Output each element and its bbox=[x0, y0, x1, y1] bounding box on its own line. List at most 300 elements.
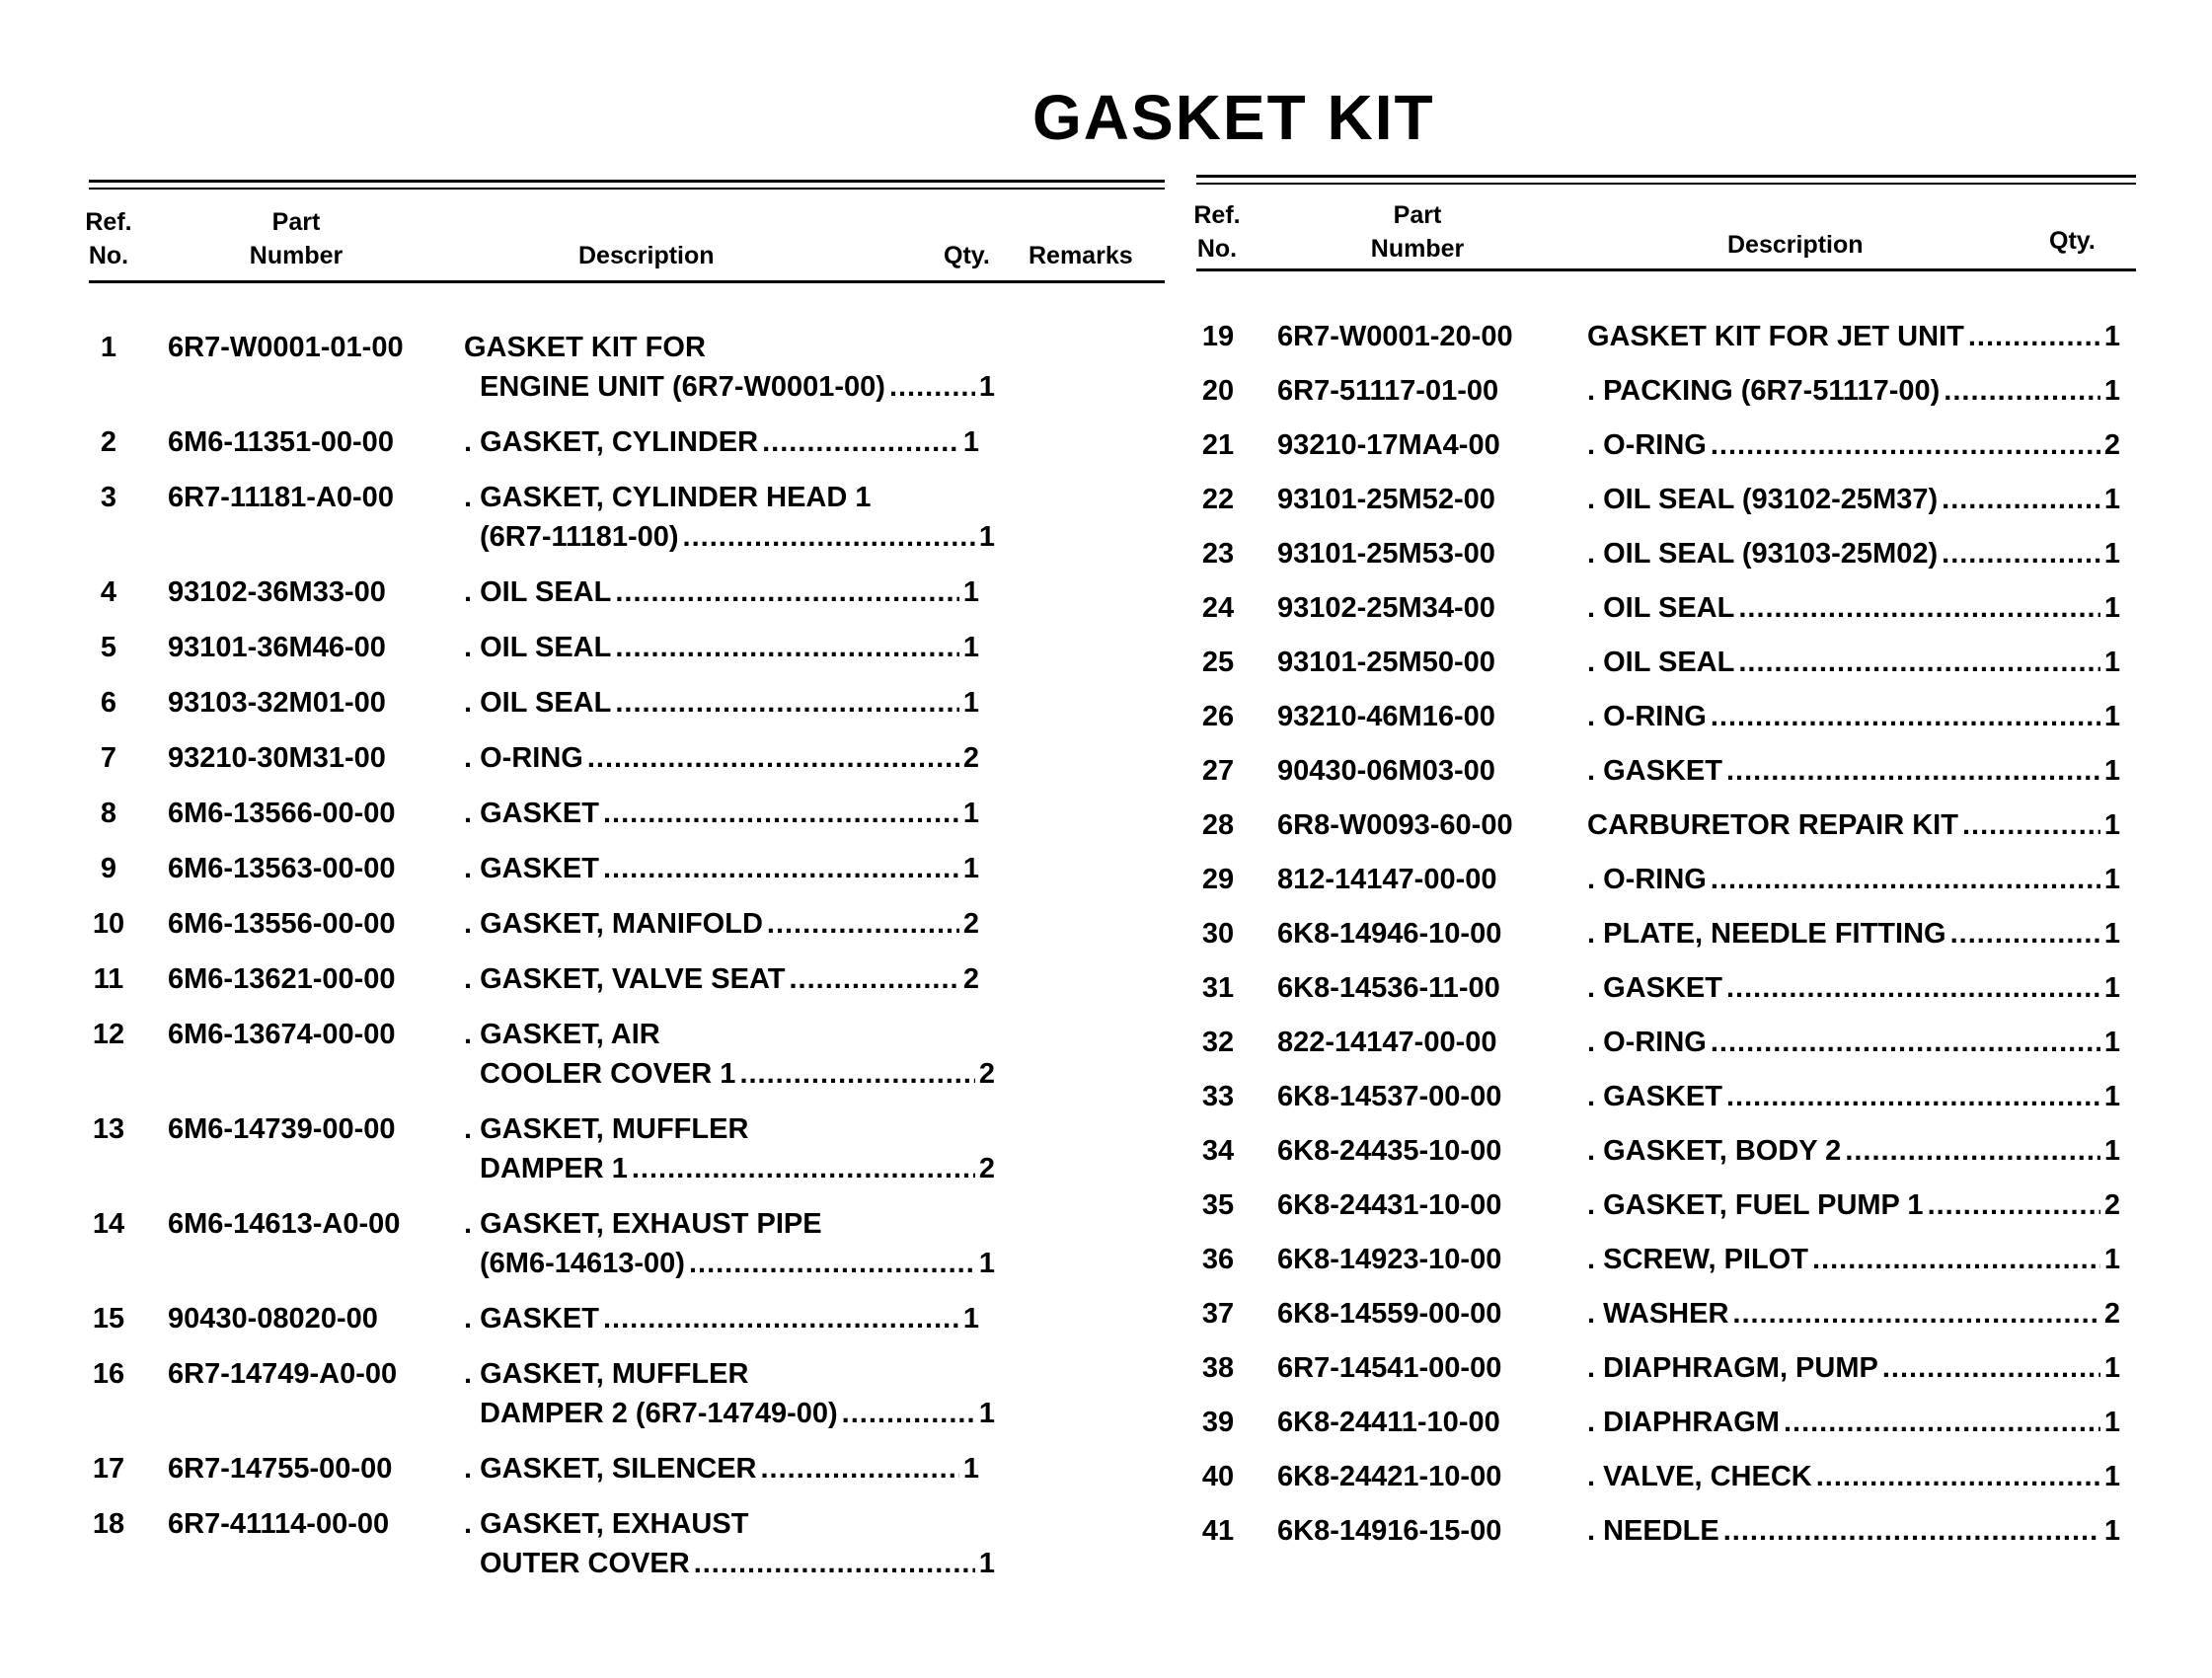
ref-number: 19 bbox=[1201, 321, 1235, 352]
header-ref-line2: No. bbox=[88, 242, 129, 269]
part-number: 6K8-14923-10-00 bbox=[1277, 1244, 1502, 1275]
description-line bbox=[464, 1299, 979, 1338]
part-number: 93101-36M46-00 bbox=[168, 632, 386, 663]
quantity: 1 bbox=[962, 687, 979, 719]
ref-number: 8 bbox=[100, 798, 117, 829]
ref-number: 33 bbox=[1201, 1081, 1235, 1112]
description-text: . GASKET, MANIFOLD bbox=[464, 908, 763, 940]
leader-dots bbox=[615, 572, 959, 612]
description-line bbox=[464, 422, 979, 462]
quantity: 2 bbox=[978, 1058, 995, 1090]
part-number: 6K8-14536-11-00 bbox=[1277, 972, 1500, 1004]
leader-dots bbox=[889, 367, 975, 407]
table-row bbox=[1196, 1185, 2136, 1225]
header-qty: Qty. bbox=[944, 242, 990, 269]
description bbox=[464, 1299, 979, 1338]
ref-number: 27 bbox=[1201, 755, 1235, 787]
quantity: 1 bbox=[2103, 1461, 2120, 1492]
quantity: 1 bbox=[2103, 1081, 2120, 1112]
description-text: (6R7-11181-00) bbox=[480, 521, 679, 553]
part-number: 822-14147-00-00 bbox=[1277, 1027, 1497, 1058]
ref-number: 39 bbox=[1201, 1407, 1235, 1438]
leader-dots bbox=[1738, 588, 2100, 628]
description-line bbox=[464, 1354, 979, 1394]
header-part-line2: Number bbox=[249, 242, 343, 269]
ref-number: 24 bbox=[1201, 592, 1235, 624]
description bbox=[464, 904, 979, 944]
leader-dots bbox=[694, 1544, 975, 1583]
description bbox=[464, 1504, 995, 1583]
leader-dots bbox=[1711, 860, 2100, 899]
table-row bbox=[89, 1504, 1165, 1583]
description bbox=[464, 1449, 979, 1488]
ref-number: 29 bbox=[1201, 864, 1235, 895]
table-row bbox=[1196, 425, 2136, 465]
leader-dots bbox=[767, 904, 959, 944]
part-number: 6R7-W0001-01-00 bbox=[168, 332, 404, 363]
ref-number: 38 bbox=[1201, 1352, 1235, 1384]
quantity: 1 bbox=[2103, 1407, 2120, 1438]
description bbox=[464, 1015, 995, 1094]
table-row bbox=[89, 328, 1165, 407]
description bbox=[1587, 968, 2120, 1008]
description bbox=[1587, 1131, 2120, 1171]
description-line bbox=[1587, 697, 2120, 736]
quantity: 1 bbox=[962, 426, 979, 458]
description bbox=[464, 572, 979, 612]
quantity: 1 bbox=[962, 632, 979, 663]
table-row bbox=[89, 1109, 1165, 1188]
description-line bbox=[1587, 1131, 2120, 1171]
ref-number: 17 bbox=[92, 1453, 125, 1485]
table-row bbox=[1196, 1294, 2136, 1334]
description-line bbox=[1587, 914, 2120, 953]
description bbox=[1587, 914, 2120, 953]
quantity: 1 bbox=[978, 1398, 995, 1429]
quantity: 2 bbox=[2103, 429, 2120, 461]
ref-number: 6 bbox=[100, 687, 117, 719]
description-text: . GASKET bbox=[1587, 1081, 1722, 1112]
description-line bbox=[1587, 1240, 2120, 1279]
description-line bbox=[1587, 1294, 2120, 1334]
description-line bbox=[464, 367, 995, 407]
table-row bbox=[89, 422, 1165, 462]
quantity: 2 bbox=[2103, 1189, 2120, 1221]
table-row bbox=[1196, 1023, 2136, 1062]
description-line bbox=[1587, 643, 2120, 682]
quantity: 1 bbox=[978, 521, 995, 553]
table-row bbox=[1196, 1131, 2136, 1171]
leader-dots bbox=[1845, 1131, 2100, 1171]
ref-number: 35 bbox=[1201, 1189, 1235, 1221]
leader-dots bbox=[615, 628, 959, 667]
description bbox=[464, 1204, 995, 1283]
description bbox=[1587, 1457, 2120, 1496]
part-number: 6M6-14613-A0-00 bbox=[168, 1208, 401, 1240]
leader-dots bbox=[1928, 1185, 2100, 1225]
header-description: Description bbox=[1727, 231, 1864, 259]
description-line bbox=[464, 849, 979, 888]
description-line bbox=[464, 628, 979, 667]
top-rule-inner bbox=[1196, 183, 2136, 185]
description-text: (6M6-14613-00) bbox=[480, 1248, 685, 1279]
part-number: 6R7-41114-00-00 bbox=[168, 1508, 390, 1540]
header-description: Description bbox=[578, 242, 715, 269]
description bbox=[1587, 643, 2120, 682]
description-text: . GASKET, AIR bbox=[464, 1019, 660, 1050]
description bbox=[464, 328, 995, 407]
table-row bbox=[1196, 1240, 2136, 1279]
header-part-line1: Part bbox=[1393, 201, 1442, 229]
leader-dots bbox=[603, 1299, 959, 1338]
header-qty: Qty. bbox=[2049, 227, 2096, 255]
ref-number: 15 bbox=[92, 1303, 125, 1335]
description-text: . GASKET bbox=[1587, 972, 1722, 1004]
description bbox=[1587, 1294, 2120, 1334]
leader-dots bbox=[790, 959, 959, 999]
table-row bbox=[89, 1015, 1165, 1094]
description bbox=[1587, 1077, 2120, 1116]
description-line bbox=[1587, 1348, 2120, 1388]
table-row bbox=[89, 572, 1165, 612]
quantity: 1 bbox=[2103, 918, 2120, 950]
quantity: 2 bbox=[2103, 1298, 2120, 1330]
description-line bbox=[464, 904, 979, 944]
table-row bbox=[1196, 697, 2136, 736]
table-row bbox=[1196, 860, 2136, 899]
description-line bbox=[1587, 1023, 2120, 1062]
description bbox=[1587, 1511, 2120, 1551]
ref-number: 1 bbox=[100, 332, 117, 363]
description-line bbox=[1587, 860, 2120, 899]
ref-number: 4 bbox=[100, 576, 117, 608]
description bbox=[464, 628, 979, 667]
part-number: 812-14147-00-00 bbox=[1277, 864, 1497, 895]
header-ref-line1: Ref. bbox=[85, 208, 132, 236]
quantity: 1 bbox=[2103, 864, 2120, 895]
description-text: . GASKET bbox=[1587, 755, 1722, 787]
description-line bbox=[464, 572, 979, 612]
part-number: 6R7-14749-A0-00 bbox=[168, 1358, 398, 1390]
header-ref-no bbox=[85, 205, 132, 272]
description-text: . GASKET bbox=[464, 798, 599, 829]
description-text: . OIL SEAL (93103-25M02) bbox=[1587, 538, 1939, 570]
quantity: 1 bbox=[2103, 1027, 2120, 1058]
description-line bbox=[1587, 317, 2120, 356]
leader-dots bbox=[762, 422, 959, 462]
quantity: 1 bbox=[2103, 375, 2120, 407]
leader-dots bbox=[1882, 1348, 2100, 1388]
description-text: . GASKET, CYLINDER HEAD 1 bbox=[464, 482, 872, 513]
description-text: . GASKET, BODY 2 bbox=[1587, 1135, 1842, 1167]
quantity: 1 bbox=[2103, 1244, 2120, 1275]
leader-dots bbox=[1784, 1403, 2100, 1442]
table-row bbox=[89, 478, 1165, 557]
top-rule-inner bbox=[89, 188, 1165, 190]
quantity: 1 bbox=[962, 576, 979, 608]
description-text: DAMPER 2 (6R7-14749-00) bbox=[480, 1398, 838, 1429]
ref-number: 26 bbox=[1201, 701, 1235, 732]
description-text: . OIL SEAL bbox=[1587, 647, 1735, 678]
leader-dots bbox=[1812, 1240, 2100, 1279]
part-number: 6M6-13563-00-00 bbox=[168, 853, 396, 884]
description-line bbox=[1587, 1185, 2120, 1225]
description-text: . PACKING (6R7-51117-00) bbox=[1587, 375, 1941, 407]
description-text: GASKET KIT FOR JET UNIT bbox=[1587, 321, 1964, 352]
header-ref-line2: No. bbox=[1196, 235, 1238, 263]
ref-number: 2 bbox=[100, 426, 117, 458]
description bbox=[1587, 534, 2120, 573]
quantity: 1 bbox=[2103, 592, 2120, 624]
quantity: 1 bbox=[978, 371, 995, 403]
part-number: 6R7-14755-00-00 bbox=[168, 1453, 393, 1485]
description-text: . OIL SEAL (93102-25M37) bbox=[1587, 484, 1939, 515]
description-line bbox=[464, 1109, 979, 1149]
part-number: 6M6-13556-00-00 bbox=[168, 908, 396, 940]
leader-dots bbox=[761, 1449, 959, 1488]
table-row bbox=[1196, 751, 2136, 791]
part-number: 6M6-13674-00-00 bbox=[168, 1019, 396, 1050]
ref-number: 12 bbox=[92, 1019, 125, 1050]
top-rule bbox=[89, 180, 1165, 183]
ref-number: 14 bbox=[92, 1208, 125, 1240]
leader-dots bbox=[1942, 534, 2100, 573]
description bbox=[1587, 1023, 2120, 1062]
leader-dots bbox=[1968, 317, 2100, 356]
description-text: . SCREW, PILOT bbox=[1587, 1244, 1808, 1275]
quantity: 1 bbox=[2103, 755, 2120, 787]
quantity: 1 bbox=[962, 1453, 979, 1485]
description-line bbox=[1587, 1403, 2120, 1442]
quantity: 1 bbox=[2103, 484, 2120, 515]
description bbox=[464, 959, 979, 999]
description-text: OUTER COVER bbox=[480, 1548, 690, 1579]
leader-dots bbox=[1711, 697, 2100, 736]
ref-number: 20 bbox=[1201, 375, 1235, 407]
ref-number: 11 bbox=[93, 963, 124, 995]
ref-number: 22 bbox=[1201, 484, 1235, 515]
table-row bbox=[89, 904, 1165, 944]
header-part-line1: Part bbox=[271, 208, 321, 236]
table-row bbox=[1196, 914, 2136, 953]
table-row bbox=[89, 1354, 1165, 1433]
description-line bbox=[464, 1504, 979, 1544]
leader-dots bbox=[615, 683, 959, 723]
table-row bbox=[1196, 371, 2136, 411]
quantity: 1 bbox=[962, 798, 979, 829]
description-text: . GASKET, CYLINDER bbox=[464, 426, 759, 458]
description-line bbox=[1587, 751, 2120, 791]
description-text: . GASKET, MUFFLER bbox=[464, 1358, 749, 1390]
description bbox=[464, 738, 979, 778]
table-row bbox=[1196, 643, 2136, 682]
leader-dots bbox=[1726, 751, 2100, 791]
description-text: . O-RING bbox=[464, 742, 583, 774]
part-number: 6K8-24411-10-00 bbox=[1277, 1407, 1500, 1438]
quantity: 1 bbox=[2103, 1515, 2120, 1547]
description-text: . O-RING bbox=[1587, 864, 1707, 895]
description-line bbox=[464, 517, 995, 557]
description-line bbox=[464, 959, 979, 999]
leader-dots bbox=[1732, 1294, 2099, 1334]
description-text: . PLATE, NEEDLE FITTING bbox=[1587, 918, 1946, 950]
description-line bbox=[464, 1544, 995, 1583]
ref-number: 3 bbox=[100, 482, 117, 513]
leader-dots bbox=[1726, 968, 2100, 1008]
description-line bbox=[464, 738, 979, 778]
table-row bbox=[1196, 1403, 2136, 1442]
header-rule bbox=[1196, 268, 2136, 271]
description-text: . GASKET bbox=[464, 853, 599, 884]
leader-dots bbox=[587, 738, 959, 778]
ref-number: 25 bbox=[1201, 647, 1235, 678]
quantity: 2 bbox=[962, 742, 979, 774]
leader-dots bbox=[1942, 480, 2100, 519]
table-row bbox=[1196, 480, 2136, 519]
description bbox=[1587, 1403, 2120, 1442]
quantity: 1 bbox=[2103, 972, 2120, 1004]
description bbox=[1587, 1240, 2120, 1279]
header-rule bbox=[89, 280, 1165, 283]
ref-number: 34 bbox=[1201, 1135, 1235, 1167]
table-row bbox=[89, 738, 1165, 778]
description-text: . O-RING bbox=[1587, 429, 1707, 461]
description bbox=[464, 1109, 995, 1188]
part-number: 6K8-24435-10-00 bbox=[1277, 1135, 1502, 1167]
description-line bbox=[1587, 480, 2120, 519]
part-number: 93102-25M34-00 bbox=[1277, 592, 1495, 624]
description bbox=[1587, 317, 2120, 356]
table-row bbox=[1196, 534, 2136, 573]
quantity: 1 bbox=[2103, 1352, 2120, 1384]
ref-number: 10 bbox=[92, 908, 125, 940]
part-number: 6M6-14739-00-00 bbox=[168, 1113, 396, 1145]
ref-number: 31 bbox=[1201, 972, 1235, 1004]
description-text: . OIL SEAL bbox=[464, 687, 612, 719]
table-row bbox=[89, 1299, 1165, 1338]
part-number: 90430-08020-00 bbox=[168, 1303, 378, 1335]
leader-dots bbox=[1711, 1023, 2100, 1062]
description-line bbox=[464, 1394, 995, 1433]
description bbox=[464, 683, 979, 723]
description-text: ENGINE UNIT (6R7-W0001-00) bbox=[480, 371, 885, 403]
description-text: . DIAPHRAGM, PUMP bbox=[1587, 1352, 1878, 1384]
description bbox=[464, 422, 979, 462]
table-row bbox=[1196, 968, 2136, 1008]
description bbox=[1587, 751, 2120, 791]
description-text: . OIL SEAL bbox=[1587, 592, 1735, 624]
description bbox=[1587, 1185, 2120, 1225]
part-number: 6K8-14559-00-00 bbox=[1277, 1298, 1502, 1330]
description bbox=[1587, 1348, 2120, 1388]
ref-number: 9 bbox=[100, 853, 117, 884]
quantity: 2 bbox=[978, 1153, 995, 1184]
part-number: 6R7-14541-00-00 bbox=[1277, 1352, 1502, 1384]
leader-dots bbox=[1962, 805, 2100, 845]
part-number: 6R7-W0001-20-00 bbox=[1277, 321, 1513, 352]
ref-number: 32 bbox=[1201, 1027, 1235, 1058]
part-number: 93102-36M33-00 bbox=[168, 576, 386, 608]
description-line bbox=[1587, 371, 2120, 411]
part-number: 6R8-W0093-60-00 bbox=[1277, 809, 1513, 841]
description-line bbox=[464, 794, 979, 833]
quantity: 1 bbox=[2103, 647, 2120, 678]
description-text: . GASKET, VALVE SEAT bbox=[464, 963, 786, 995]
ref-number: 30 bbox=[1201, 918, 1235, 950]
description-text: . OIL SEAL bbox=[464, 576, 612, 608]
ref-number: 16 bbox=[92, 1358, 125, 1390]
description bbox=[1587, 480, 2120, 519]
leader-dots bbox=[842, 1394, 975, 1433]
table-row bbox=[1196, 1077, 2136, 1116]
description-line bbox=[1587, 968, 2120, 1008]
quantity: 1 bbox=[962, 1303, 979, 1335]
part-number: 90430-06M03-00 bbox=[1277, 755, 1495, 787]
table-row bbox=[89, 849, 1165, 888]
description-text: . GASKET, FUEL PUMP 1 bbox=[1587, 1189, 1924, 1221]
table-row bbox=[1196, 317, 2136, 356]
leader-dots bbox=[1816, 1457, 2100, 1496]
ref-number: 21 bbox=[1201, 429, 1235, 461]
description-text: . OIL SEAL bbox=[464, 632, 612, 663]
part-number: 6M6-11351-00-00 bbox=[168, 426, 394, 458]
description-text: . GASKET, SILENCER bbox=[464, 1453, 757, 1485]
part-number: 6R7-51117-01-00 bbox=[1277, 375, 1499, 407]
quantity: 2 bbox=[962, 963, 979, 995]
table-row bbox=[1196, 1348, 2136, 1388]
description-text: COOLER COVER 1 bbox=[480, 1058, 736, 1090]
ref-number: 13 bbox=[92, 1113, 125, 1145]
table-row bbox=[89, 1449, 1165, 1488]
part-number: 6K8-14946-10-00 bbox=[1277, 918, 1502, 950]
ref-number: 5 bbox=[100, 632, 117, 663]
description-text: DAMPER 1 bbox=[480, 1153, 628, 1184]
quantity: 1 bbox=[2103, 701, 2120, 732]
description-text: . O-RING bbox=[1587, 701, 1707, 732]
header-ref-line1: Ref. bbox=[1193, 201, 1241, 229]
description-text: . GASKET, EXHAUST bbox=[464, 1508, 749, 1540]
part-number: 93210-46M16-00 bbox=[1277, 701, 1495, 732]
quantity: 1 bbox=[2103, 1135, 2120, 1167]
description-line bbox=[464, 1449, 979, 1488]
header-ref-no bbox=[1192, 198, 1242, 266]
description-text: . GASKET bbox=[464, 1303, 599, 1335]
table-row bbox=[1196, 1511, 2136, 1551]
leader-dots bbox=[1723, 1511, 2100, 1551]
header-part-line2: Number bbox=[1370, 235, 1465, 263]
description-line bbox=[1587, 534, 2120, 573]
description bbox=[1587, 697, 2120, 736]
description bbox=[1587, 425, 2120, 465]
description-line bbox=[464, 1015, 979, 1054]
part-number: 93101-25M52-00 bbox=[1277, 484, 1495, 515]
part-number: 6M6-13621-00-00 bbox=[168, 963, 396, 995]
part-number: 6K8-14916-15-00 bbox=[1277, 1515, 1502, 1547]
description-line bbox=[1587, 1457, 2120, 1496]
description-text: . NEEDLE bbox=[1587, 1515, 1719, 1547]
quantity: 1 bbox=[2103, 321, 2120, 352]
description-line bbox=[464, 478, 979, 517]
ref-number: 23 bbox=[1201, 538, 1235, 570]
part-number: 93210-17MA4-00 bbox=[1277, 429, 1500, 461]
part-number: 93101-25M50-00 bbox=[1277, 647, 1495, 678]
description-text: . DIAPHRAGM bbox=[1587, 1407, 1780, 1438]
ref-number: 28 bbox=[1201, 809, 1235, 841]
description bbox=[464, 478, 995, 557]
description-text: . WASHER bbox=[1587, 1298, 1729, 1330]
leader-dots bbox=[739, 1054, 974, 1094]
leader-dots bbox=[1726, 1077, 2100, 1116]
